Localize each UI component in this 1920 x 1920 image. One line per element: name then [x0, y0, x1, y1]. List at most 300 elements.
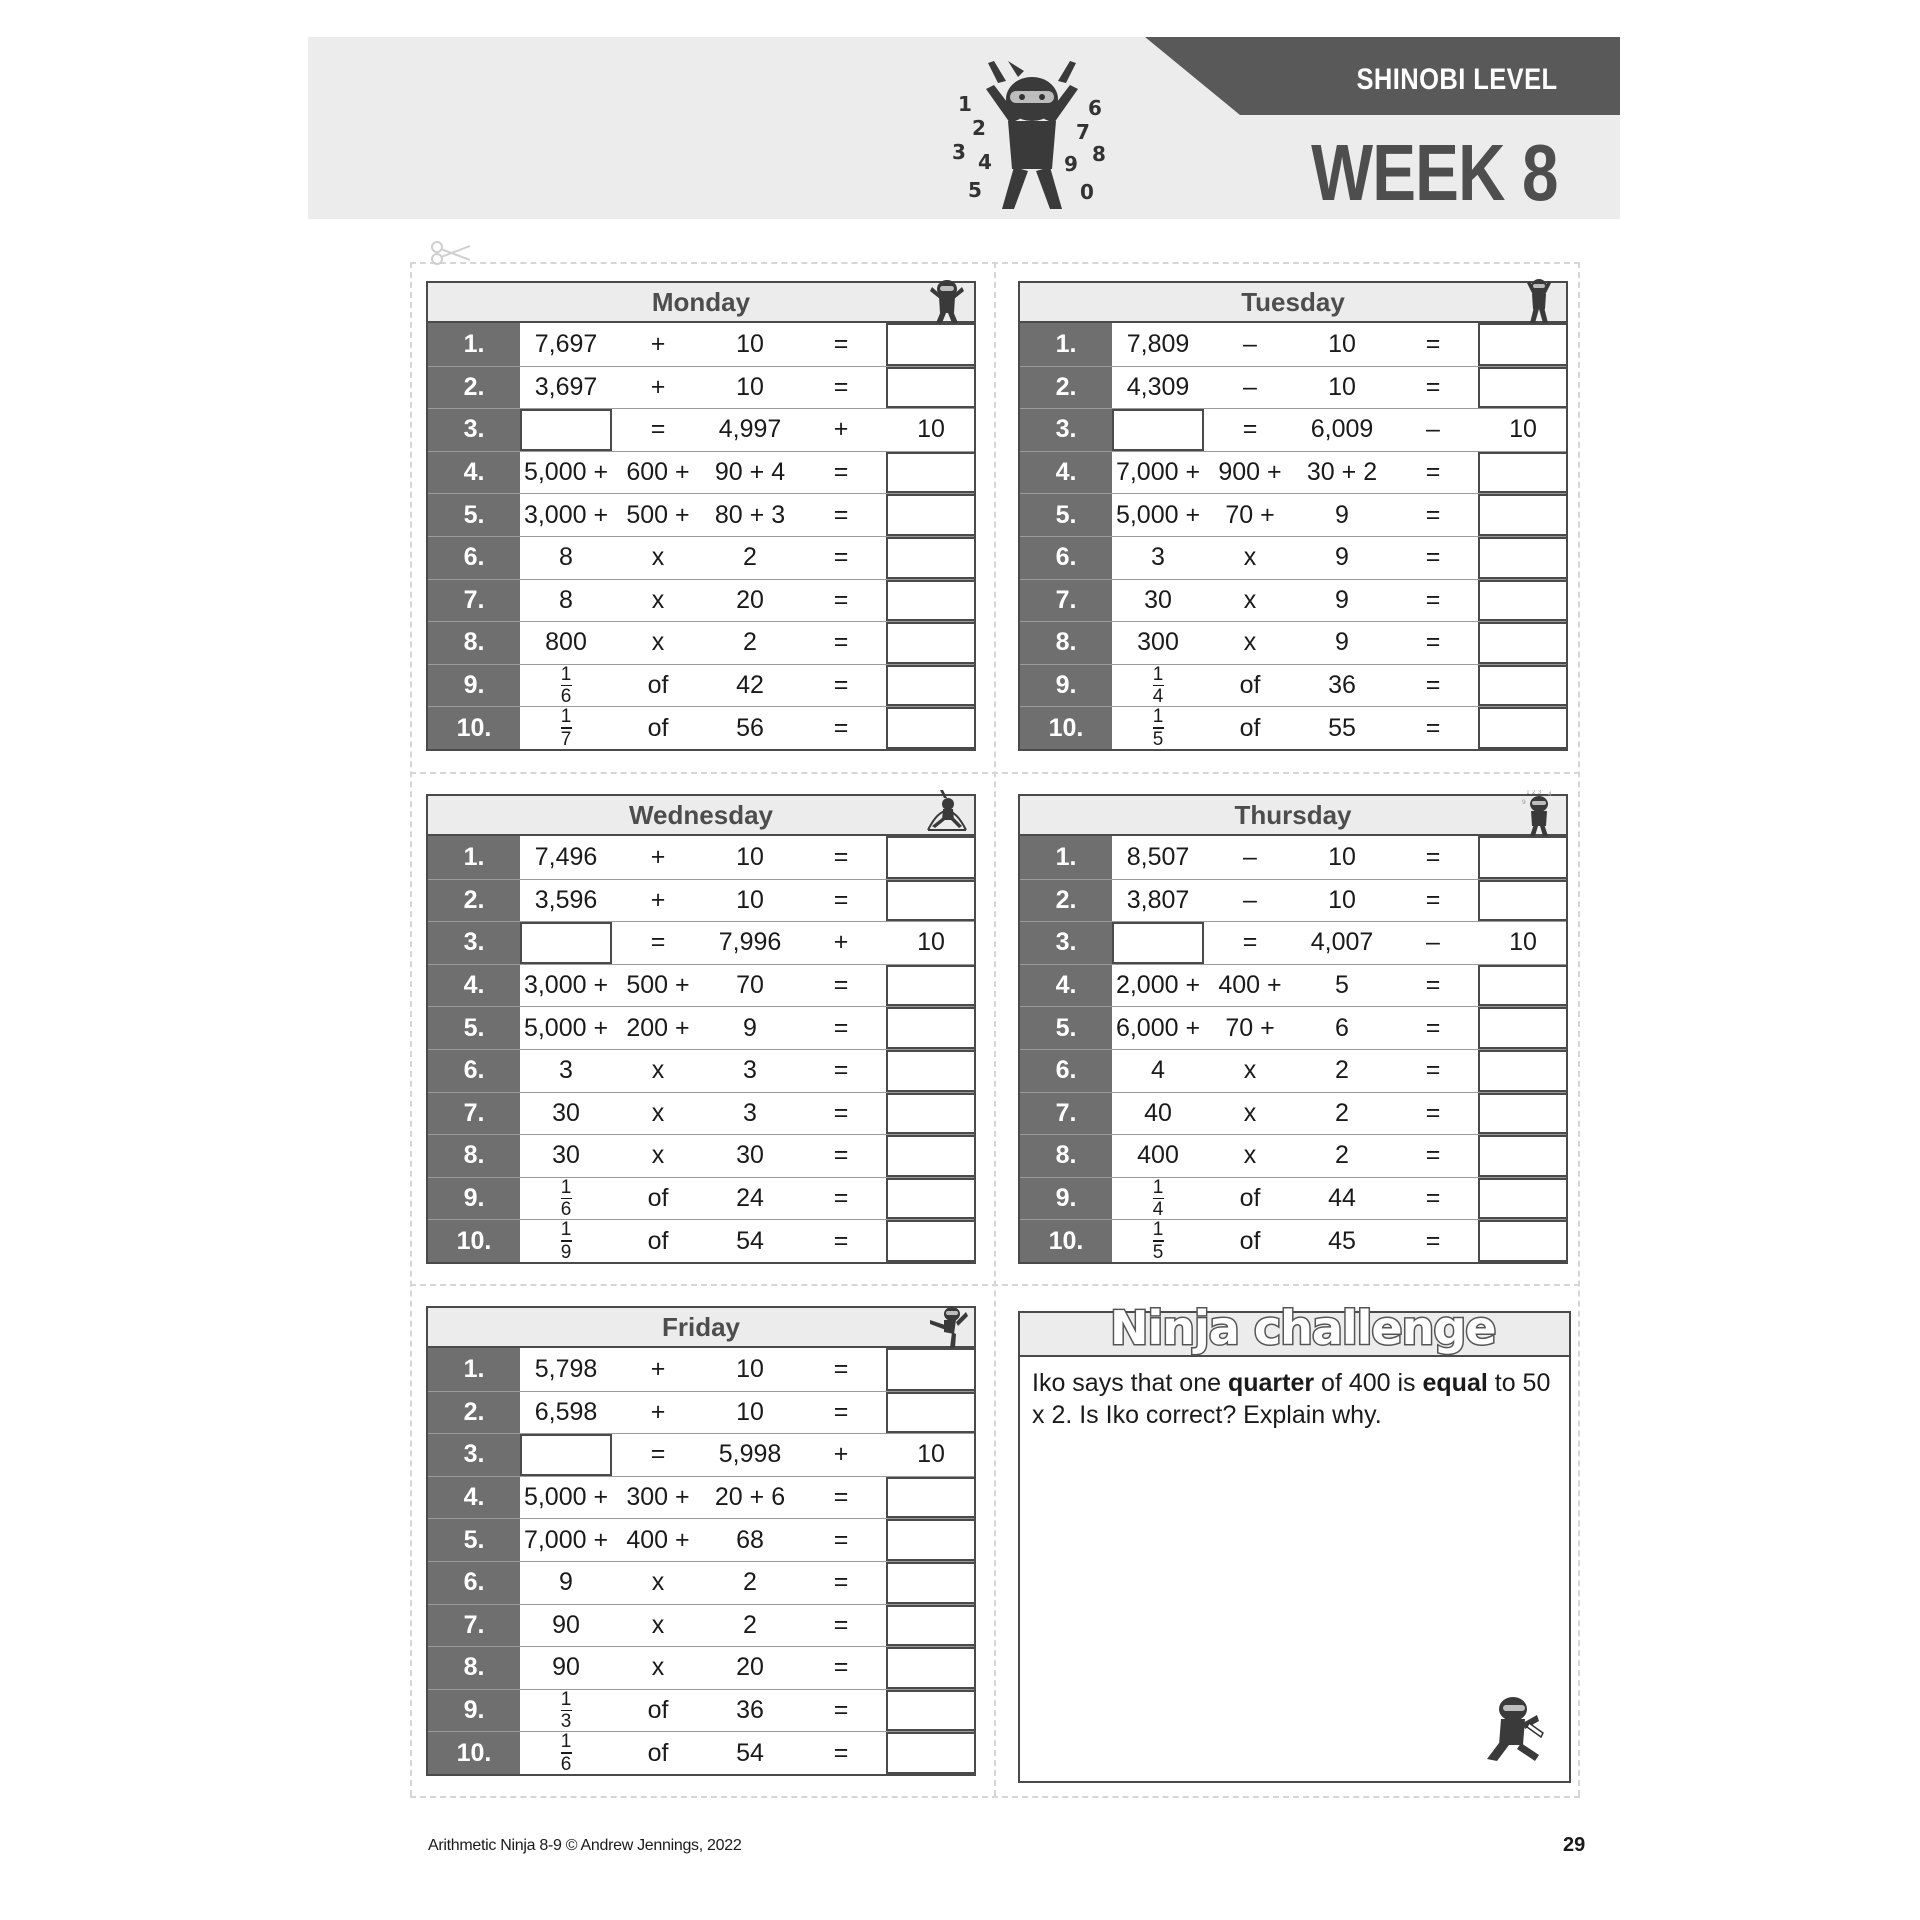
operator: –: [1243, 372, 1257, 401]
equals-sign: =: [1425, 543, 1441, 572]
equals-sign: =: [1425, 500, 1441, 529]
equals-sign: =: [833, 1354, 849, 1383]
question-number: 7.: [428, 1605, 520, 1647]
question-number: 7.: [1020, 580, 1112, 622]
answer-box[interactable]: [1112, 409, 1204, 451]
operator: x: [651, 1056, 665, 1085]
fraction-numerator: 1: [1152, 663, 1164, 685]
question-number: 1.: [428, 836, 520, 879]
operator: +: [650, 1354, 666, 1383]
answer-box[interactable]: [886, 1519, 976, 1561]
question-number: 8.: [428, 1647, 520, 1689]
operator: x: [1243, 585, 1257, 614]
day-table-wednesday: [426, 794, 976, 1264]
day-title: Monday: [651, 286, 751, 317]
answer-box[interactable]: [1478, 1007, 1568, 1049]
question-number: 5.: [428, 494, 520, 536]
operand-a: 7,809: [1126, 329, 1190, 358]
equals-sign: =: [833, 842, 849, 871]
ninja-mascot-icon: [948, 49, 1128, 215]
operand-b: 7,996: [718, 928, 782, 957]
page-header: [308, 37, 1620, 219]
answer-box[interactable]: [886, 1392, 976, 1434]
operand-a: 8: [559, 585, 573, 614]
question-number: 8.: [428, 622, 520, 664]
answer-box[interactable]: [1478, 880, 1568, 922]
question-number: 2.: [428, 367, 520, 409]
question-number: 8.: [1020, 1135, 1112, 1177]
question-row: [428, 451, 974, 494]
question-row: [1020, 1177, 1566, 1220]
answer-box[interactable]: [886, 494, 976, 536]
operand-b: 2: [743, 543, 757, 572]
question-number: 3.: [428, 1434, 520, 1476]
equals-sign: =: [1425, 372, 1441, 401]
question-number: 4.: [1020, 965, 1112, 1007]
answer-box[interactable]: [886, 1093, 976, 1135]
question-row: [1020, 1006, 1566, 1049]
answer-box[interactable]: [1478, 1050, 1568, 1092]
answer-box[interactable]: [886, 965, 976, 1007]
answer-box[interactable]: [886, 1220, 976, 1262]
equals-sign: =: [1425, 713, 1441, 742]
fraction-numerator: 1: [560, 1688, 572, 1710]
question-number: 7.: [1020, 1093, 1112, 1135]
operand-a: 3: [559, 1056, 573, 1085]
question-number: 4.: [428, 965, 520, 1007]
operator: of: [647, 713, 669, 742]
question-number: 8.: [428, 1135, 520, 1177]
operator: +: [833, 1440, 849, 1469]
answer-box[interactable]: [1478, 965, 1568, 1007]
operand-a: 5,000 +: [523, 458, 609, 487]
equals-sign: =: [1425, 1184, 1441, 1213]
equals-sign: =: [833, 372, 849, 401]
day-table-friday: [426, 1306, 976, 1776]
operator: 500 +: [626, 500, 690, 529]
operand-a: 30: [1144, 585, 1172, 614]
equals-sign: =: [1425, 885, 1441, 914]
operand-b: 10: [1328, 329, 1356, 358]
operand-a: 3: [1151, 543, 1165, 572]
footer-credit: Arithmetic Ninja 8-9 © Andrew Jennings, 2022: [428, 1837, 742, 1854]
challenge-text-part: to 50 x 2. Is Iko correct? Explain why.: [1032, 1369, 1551, 1429]
ninja-sitting-icon: [1483, 1693, 1547, 1763]
answer-box[interactable]: [886, 880, 976, 922]
equals-sign: =: [833, 1738, 849, 1767]
answer-box[interactable]: [1112, 922, 1204, 964]
operand-b: 80 + 3: [714, 500, 786, 529]
operand-b: 30: [736, 1141, 764, 1170]
svg-text:4: 4: [978, 150, 992, 174]
answer-box[interactable]: [886, 537, 976, 579]
question-row: [1020, 579, 1566, 622]
operator: x: [1243, 543, 1257, 572]
question-number: 1.: [428, 1348, 520, 1391]
operator: x: [651, 1610, 665, 1639]
operator: +: [650, 329, 666, 358]
answer-box[interactable]: [886, 622, 976, 664]
equals-sign: =: [1425, 1056, 1441, 1085]
operand-a: 9: [559, 1568, 573, 1597]
answer-box[interactable]: [1478, 1178, 1568, 1220]
ninja-kicking-icon: [926, 1302, 968, 1348]
fraction-numerator: 1: [1152, 1219, 1164, 1241]
equals-sign: =: [833, 1184, 849, 1213]
answer-box[interactable]: [1478, 707, 1568, 749]
operator: –: [1426, 928, 1440, 957]
equals-sign: =: [1425, 1098, 1441, 1127]
operand-a: 4,309: [1126, 372, 1190, 401]
answer-box[interactable]: [1478, 836, 1568, 879]
operator: x: [1243, 1098, 1257, 1127]
question-row: [428, 1433, 974, 1476]
operator: 400 +: [1218, 971, 1282, 1000]
operator: x: [1243, 1141, 1257, 1170]
ninja-jumping-icon: [926, 790, 968, 836]
fraction: [520, 1732, 612, 1774]
question-rows: [1018, 323, 1568, 751]
question-row: [428, 1476, 974, 1519]
operand-b: 9: [743, 1013, 757, 1042]
question-row: [1020, 964, 1566, 1007]
fraction-stack: [1153, 707, 1164, 749]
equals-sign: =: [833, 1013, 849, 1042]
answer-box[interactable]: [886, 1562, 976, 1604]
operand-a: 30: [552, 1098, 580, 1127]
operand-c: 10: [1509, 928, 1537, 957]
answer-box[interactable]: [886, 367, 976, 409]
equals-sign: =: [833, 1525, 849, 1554]
question-row: [428, 664, 974, 707]
answer-box[interactable]: [886, 1690, 976, 1732]
equals-sign: =: [1425, 671, 1441, 700]
question-number: 2.: [428, 1392, 520, 1434]
fraction-numerator: 1: [560, 663, 572, 685]
answer-box[interactable]: [886, 1732, 976, 1774]
svg-text:5: 5: [968, 178, 982, 202]
question-row: [428, 1219, 974, 1262]
question-number: 5.: [428, 1007, 520, 1049]
operand-a: 6,598: [534, 1397, 598, 1426]
question-number: 5.: [428, 1519, 520, 1561]
question-row: [428, 536, 974, 579]
question-number: 6.: [1020, 1050, 1112, 1092]
question-row: [1020, 1049, 1566, 1092]
equals-sign: =: [1425, 458, 1441, 487]
answer-box[interactable]: [886, 452, 976, 494]
operand-b: 4,997: [718, 415, 782, 444]
operand-a: 300: [1137, 628, 1179, 657]
operand-b: 9: [1335, 628, 1349, 657]
operand-b: 36: [736, 1696, 764, 1725]
question-row: [1020, 879, 1566, 922]
question-number: 9.: [428, 1690, 520, 1732]
operand-c: 10: [917, 928, 945, 957]
answer-box[interactable]: [1478, 1093, 1568, 1135]
operand-a: 3,000 +: [523, 500, 609, 529]
operator: +: [833, 928, 849, 957]
operator: 300 +: [626, 1483, 690, 1512]
question-row: [1020, 451, 1566, 494]
answer-box[interactable]: [520, 1434, 612, 1476]
challenge-text-part: Iko says that one: [1032, 1369, 1228, 1397]
day-title: Friday: [661, 1311, 741, 1342]
operand-a: 90: [552, 1610, 580, 1639]
operator: 600 +: [626, 458, 690, 487]
operand-b: 10: [736, 372, 764, 401]
operand-b: 24: [736, 1184, 764, 1213]
operand-b: 2: [1335, 1056, 1349, 1085]
day-title: Tuesday: [1241, 286, 1345, 317]
operator: –: [1243, 885, 1257, 914]
question-row: [428, 1092, 974, 1135]
equals-sign: =: [1425, 971, 1441, 1000]
answer-box[interactable]: [886, 1050, 976, 1092]
fraction-stack: [1153, 1220, 1164, 1262]
equals-sign: =: [1425, 1226, 1441, 1255]
fraction-stack: [1153, 665, 1164, 707]
question-number: 4.: [1020, 452, 1112, 494]
operand-c: 10: [917, 415, 945, 444]
operand-a: 5,000 +: [523, 1013, 609, 1042]
question-row: [1020, 366, 1566, 409]
svg-text:2: 2: [972, 116, 986, 140]
question-number: 3.: [1020, 409, 1112, 451]
question-row: [1020, 493, 1566, 536]
answer-box[interactable]: [886, 836, 976, 879]
week-title: WEEK 8: [1311, 128, 1558, 217]
operator: of: [647, 1226, 669, 1255]
question-number: 3.: [428, 409, 520, 451]
question-row: [1020, 1092, 1566, 1135]
fraction-stack: [561, 707, 572, 749]
answer-box[interactable]: [886, 1007, 976, 1049]
equals-sign: =: [833, 500, 849, 529]
equals-sign: =: [1425, 329, 1441, 358]
answer-box[interactable]: [886, 323, 976, 366]
operand-b: 10: [736, 885, 764, 914]
question-number: 6.: [428, 537, 520, 579]
operand-b: 10: [736, 1354, 764, 1383]
answer-box[interactable]: [1478, 323, 1568, 366]
operand-b: 2: [1335, 1141, 1349, 1170]
day-title: Thursday: [1234, 799, 1352, 830]
answer-box[interactable]: [520, 922, 612, 964]
answer-box[interactable]: [1478, 537, 1568, 579]
operator: –: [1243, 329, 1257, 358]
question-rows: [1018, 836, 1568, 1264]
question-number: 2.: [1020, 367, 1112, 409]
cut-line-bottom: [410, 1796, 1580, 1798]
equals-sign: =: [833, 671, 849, 700]
answer-box[interactable]: [1478, 494, 1568, 536]
operand-b: 6,009: [1310, 415, 1374, 444]
answer-box[interactable]: [886, 1178, 976, 1220]
operand-c: 10: [1509, 415, 1537, 444]
answer-box[interactable]: [1478, 665, 1568, 707]
operator: 500 +: [626, 971, 690, 1000]
answer-box[interactable]: [1478, 452, 1568, 494]
operand-a: 6,000 +: [1115, 1013, 1201, 1042]
question-row: [1020, 1134, 1566, 1177]
question-number: 1.: [1020, 836, 1112, 879]
operand-b: 90 + 4: [714, 458, 786, 487]
question-row: [428, 1006, 974, 1049]
equals-sign: =: [1425, 1141, 1441, 1170]
svg-text:4: 4: [1548, 791, 1552, 798]
operand-a: 3,596: [534, 885, 598, 914]
answer-box[interactable]: [1478, 580, 1568, 622]
fraction-stack: [561, 1690, 572, 1732]
operand-b: 30 + 2: [1306, 458, 1378, 487]
page-number: 29: [1563, 1834, 1586, 1856]
equals-sign: =: [833, 1696, 849, 1725]
operand-a: 8,507: [1126, 842, 1190, 871]
operand-b: 20: [736, 1653, 764, 1682]
operator: of: [647, 671, 669, 700]
question-row: [428, 1518, 974, 1561]
answer-box[interactable]: [886, 1647, 976, 1689]
operand-a: 3,807: [1126, 885, 1190, 914]
question-number: 1.: [1020, 323, 1112, 366]
fraction: [520, 1220, 612, 1262]
operator: of: [647, 1696, 669, 1725]
fraction-denominator: 6: [560, 1199, 572, 1221]
operand-c: 10: [917, 1440, 945, 1469]
fraction-denominator: 9: [560, 1241, 572, 1263]
equals-sign: =: [833, 1397, 849, 1426]
operator: of: [1239, 713, 1261, 742]
question-row: [1020, 836, 1566, 879]
operand-a: 2,000 +: [1115, 971, 1201, 1000]
day-header: [1018, 281, 1568, 323]
operand-a: 400: [1137, 1141, 1179, 1170]
equals-sign: =: [1425, 842, 1441, 871]
operand-b: 9: [1335, 585, 1349, 614]
fraction-numerator: 1: [560, 706, 572, 728]
operand-a: 3,697: [534, 372, 598, 401]
operand-b: 55: [1328, 713, 1356, 742]
question-row: [1020, 323, 1566, 366]
answer-box[interactable]: [1478, 1220, 1568, 1262]
operand-a: 7,000 +: [1115, 458, 1201, 487]
answer-box[interactable]: [886, 1135, 976, 1177]
fraction-denominator: 6: [560, 1753, 572, 1775]
operand-b: 44: [1328, 1184, 1356, 1213]
day-table-monday: [426, 281, 976, 751]
operand-b: 4,007: [1310, 928, 1374, 957]
question-number: 7.: [428, 1093, 520, 1135]
operator: +: [833, 415, 849, 444]
question-number: 4.: [428, 1477, 520, 1519]
question-number: 8.: [1020, 622, 1112, 664]
equals-sign: =: [833, 1056, 849, 1085]
fraction-numerator: 1: [560, 1219, 572, 1241]
fraction-stack: [561, 1178, 572, 1220]
operator: +: [650, 372, 666, 401]
day-title: Wednesday: [628, 799, 773, 830]
answer-box[interactable]: [520, 409, 612, 451]
question-number: 5.: [1020, 494, 1112, 536]
operator: x: [651, 1098, 665, 1127]
answer-box[interactable]: [886, 707, 976, 749]
svg-text:9: 9: [1064, 152, 1078, 176]
operand-a: 30: [552, 1141, 580, 1170]
question-number: 9.: [428, 1178, 520, 1220]
answer-box[interactable]: [886, 665, 976, 707]
answer-box[interactable]: [1478, 1135, 1568, 1177]
equals-sign: =: [1425, 1013, 1441, 1042]
answer-box[interactable]: [886, 1477, 976, 1519]
question-number: 10.: [428, 1732, 520, 1774]
operand-a: 800: [545, 628, 587, 657]
level-label: SHINOBI LEVEL: [1356, 63, 1558, 96]
equals-sign: =: [1425, 628, 1441, 657]
question-row: [428, 323, 974, 366]
operand-a: 5,000 +: [1115, 500, 1201, 529]
question-row: [428, 1604, 974, 1647]
svg-text:1 2 3: 1 2 3: [1526, 790, 1542, 796]
operand-b: 2: [1335, 1098, 1349, 1127]
equals-sign: =: [1242, 415, 1258, 444]
equals-sign: =: [833, 628, 849, 657]
cut-line-right: [1578, 262, 1580, 1796]
operator: 900 +: [1218, 458, 1282, 487]
cut-line-center: [994, 262, 996, 1796]
operand-b: 10: [736, 1397, 764, 1426]
day-table-tuesday: [1018, 281, 1568, 751]
fraction-numerator: 1: [1152, 1176, 1164, 1198]
question-row: [428, 408, 974, 451]
operator: of: [1239, 1184, 1261, 1213]
operator: x: [651, 628, 665, 657]
question-rows: [426, 323, 976, 751]
fraction: [1112, 665, 1204, 707]
day-header: [426, 794, 976, 836]
operand-b: 10: [736, 329, 764, 358]
svg-text:1: 1: [958, 92, 972, 116]
day-header: [1018, 790, 1568, 836]
question-number: 6.: [1020, 537, 1112, 579]
operand-a: 90: [552, 1653, 580, 1682]
ninja-challenge-box: [1018, 1301, 1571, 1783]
question-rows: [426, 836, 976, 1264]
question-number: 9.: [1020, 665, 1112, 707]
answer-box[interactable]: [886, 580, 976, 622]
operand-a: 5,000 +: [523, 1483, 609, 1512]
answer-box[interactable]: [1478, 367, 1568, 409]
operator: 70 +: [1225, 1013, 1275, 1042]
equals-sign: =: [833, 543, 849, 572]
question-row: [428, 1134, 974, 1177]
operator: of: [1239, 1226, 1261, 1255]
fraction: [1112, 1178, 1204, 1220]
answer-box[interactable]: [886, 1605, 976, 1647]
answer-box[interactable]: [886, 1348, 976, 1391]
question-number: 10.: [428, 707, 520, 749]
answer-box[interactable]: [1478, 622, 1568, 664]
operand-b: 2: [743, 1610, 757, 1639]
question-row: [428, 493, 974, 536]
equals-sign: =: [1242, 928, 1258, 957]
operator: x: [1243, 1056, 1257, 1085]
question-number: 2.: [428, 880, 520, 922]
svg-text:0: 0: [1080, 180, 1094, 204]
question-number: 7.: [428, 580, 520, 622]
equals-sign: =: [650, 415, 666, 444]
question-number: 10.: [1020, 1220, 1112, 1262]
